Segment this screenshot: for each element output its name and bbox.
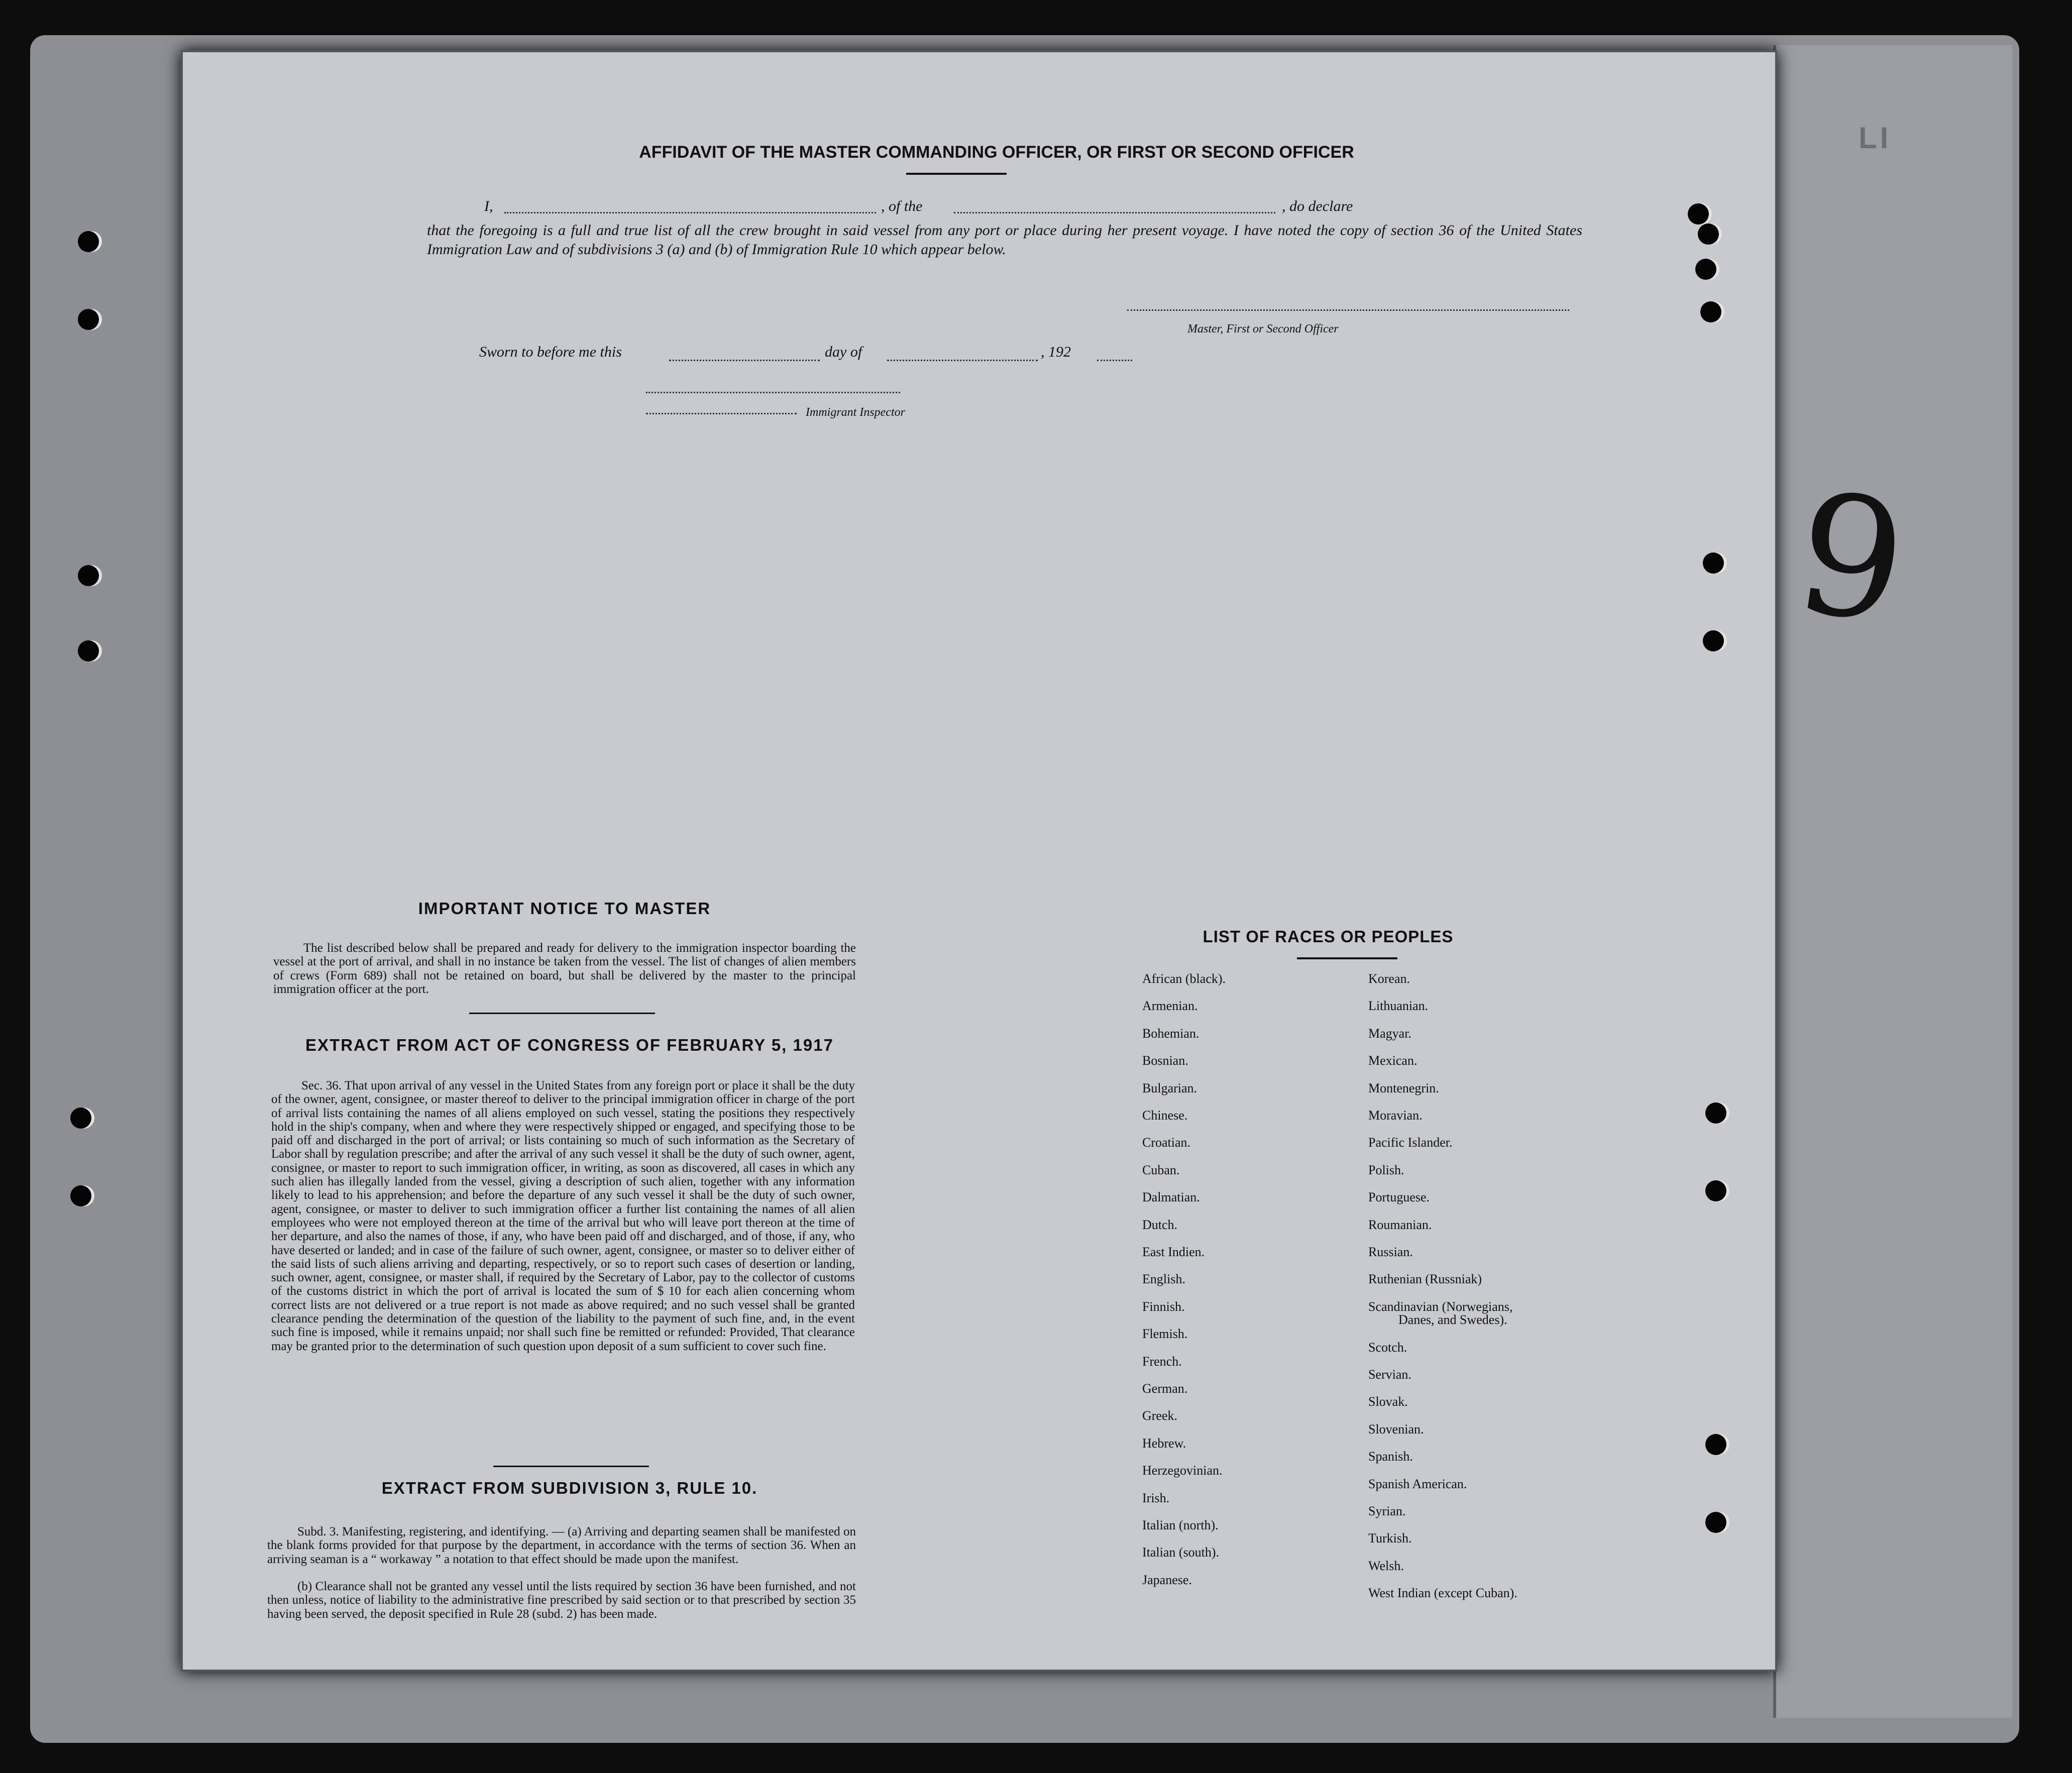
race-item: Syrian. [1368, 1504, 1406, 1518]
affidavit-title: AFFIDAVIT OF THE MASTER COMMANDING OFFICER, OR FIRST OR SECOND OFFICER [639, 143, 1354, 162]
act-extract-rule [493, 1466, 649, 1467]
race-item: Korean. [1368, 971, 1410, 986]
punch-hole [1703, 552, 1724, 574]
race-item: Flemish. [1142, 1326, 1188, 1342]
race-item: Scandinavian (Norwegians, [1368, 1299, 1513, 1314]
race-item: Chinese. [1142, 1108, 1188, 1123]
inspector-signature-line-2[interactable] [646, 413, 797, 414]
race-item: Roumanian. [1368, 1217, 1432, 1232]
sworn-month-blank[interactable] [887, 360, 1038, 361]
notice-text: The list described below shall be prepared and ready for delivery to the immigration inspector boarding the vessel at the port of arrival, and shall in no instance be taken from the vessel. The list of changes of alien members of crews (Form 689) shall not be retained on board, but shall be delivered by the master to the principal immigration officer at the port. [273, 941, 856, 996]
race-item: Lithuanian. [1368, 999, 1429, 1014]
race-item: Italian (north). [1142, 1518, 1219, 1532]
race-item: Slovak. [1368, 1394, 1408, 1409]
act-extract-title: EXTRACT FROM ACT OF CONGRESS OF FEBRUARY 5, 1917 [305, 1036, 834, 1054]
punch-hole [1705, 1102, 1726, 1124]
punch-hole [1705, 1180, 1726, 1201]
race-item: English. [1142, 1272, 1185, 1287]
punch-hole [1695, 259, 1716, 280]
affidavit-body: that the foregoing is a full and true list of all the crew brought in said vessel from any port or place during her present voyage. I have noted the copy of section 36 of the United States Immigration Law and of subdivisions 3 (a) and (b) of Immigration Rule 10 which appear below. [427, 222, 1582, 258]
master-signature-label: Master, First or Second Officer [1187, 322, 1339, 336]
race-item: Moravian. [1368, 1108, 1423, 1123]
race-item: African (black). [1142, 971, 1226, 986]
race-item: Montenegrin. [1368, 1080, 1439, 1095]
punch-hole [1705, 1512, 1726, 1533]
race-item: Turkish. [1368, 1531, 1412, 1546]
punch-hole [1698, 224, 1719, 245]
punch-hole [1688, 203, 1709, 225]
race-item: Servian. [1368, 1367, 1411, 1382]
inspector-signature-line[interactable] [646, 392, 900, 393]
race-item: Bosnian. [1142, 1053, 1188, 1068]
punch-hole [1700, 301, 1721, 322]
sworn-line [479, 344, 1132, 364]
rule-extract-text-b: (b) Clearance shall not be granted any vessel until the lists required by section 36 have been furnished, and not then unless, notice of liability to the administrative fine prescribed by said section or to that prescribed by section 35 having been served, the deposit specified in Rule 28 (subd. 2) has been made. [267, 1580, 856, 1621]
race-item: German. [1142, 1381, 1188, 1396]
punch-hole [78, 565, 99, 586]
handwritten-sheet-number: 9 [1785, 456, 1917, 661]
race-item: Welsh. [1368, 1558, 1404, 1573]
races-title: LIST OF RACES OR PEOPLES [1203, 927, 1454, 946]
act-extract-text: Sec. 36. That upon arrival of any vessel in the United States from any foreign port or place it shall be the duty of the owner, agent, consignee, or master thereof to deliver to the principal immigration officer in charge of the port of arrival lists containing the names of all aliens employed on such vessel, stating the positions they respectively hold in the ship's company, when and where they were respectively shipped or engaged, and specifying those to be paid off and discharged in the port of arrival; or lists containing so much of such information as the Secretary of Labor shall by regulation prescribe; and after the arrival of any such vessel it shall be the duty of such owner, agent, consignee, or master to report to such immigration officer, in writing, as soon as discovered, all cases in which any such alien has illegally landed from the vessel, giving a description of such alien, together with any information likely to lead to his apprehension; and before the departure of any such vessel it shall be the duty of such owner, agent, consignee, or master to deliver to such immigration officer a further list containing the names of all alien employees who were not employed thereon at the time of the arrival but who will leave port thereon at the time of her departure, and also the names of those, if any, who have been paid off and discharged, and of those, if any, who have deserted or landed; and in case of the failure of such owner, agent, consignee, or master so to deliver either of the said lists of such aliens arriving and departing, respectively, or so to report such cases of desertion or landing, such owner, agent, consignee, or master shall, if required by the Secretary of Labor, pay to the collector of customs of the customs district in which the port of arrival is located the sum of $ 10 for each alien concerning whom correct lists are not delivered or a true report is not made as above required; and no such vessel shall be granted clearance pending the determination of the question of the liability to the payment of such fine, and, in the event such fine is imposed, while it remains unpaid; nor shall such fine be remitted or refunded: Provided, That clearance may be granted prior to the determination of such question upon deposit of a sum sufficient to cover such fine. [271, 1079, 855, 1353]
race-item: Scotch. [1368, 1340, 1407, 1355]
bleed-through-mark: LI [1859, 121, 1892, 155]
rule-extract-title: EXTRACT FROM SUBDIVISION 3, RULE 10. [381, 1479, 758, 1497]
notice-title: IMPORTANT NOTICE TO MASTER [418, 899, 711, 918]
year-label: , 192 [1041, 344, 1071, 360]
race-item: Magyar. [1368, 1026, 1411, 1041]
race-item: Irish. [1142, 1490, 1170, 1505]
race-item: Mexican. [1368, 1053, 1417, 1068]
race-item: Bohemian. [1142, 1026, 1199, 1041]
race-item: Cuban. [1142, 1162, 1180, 1177]
punch-hole [1705, 1434, 1726, 1455]
vessel-label: , of the [881, 198, 923, 214]
sworn-day-blank[interactable] [669, 360, 820, 361]
punch-hole [70, 1107, 91, 1129]
vessel-name-blank[interactable] [954, 212, 1275, 213]
race-item: Spanish American. [1368, 1476, 1467, 1491]
race-item: West Indian (except Cuban). [1368, 1586, 1517, 1601]
back-sheet-edge [1773, 45, 2012, 1718]
race-item: Dalmatian. [1142, 1190, 1200, 1205]
punch-hole [78, 231, 99, 252]
master-signature-line[interactable] [1127, 309, 1569, 311]
sworn-year-blank[interactable] [1097, 360, 1132, 361]
declarant-label: I, [484, 198, 493, 214]
race-item: East Indien. [1142, 1245, 1205, 1259]
race-item: Slovenian. [1368, 1421, 1424, 1436]
race-item: Finnish. [1142, 1299, 1185, 1314]
race-item: Dutch. [1142, 1217, 1178, 1232]
race-item: Bulgarian. [1142, 1080, 1197, 1095]
race-item: Portuguese. [1368, 1190, 1430, 1205]
race-item: Armenian. [1142, 999, 1198, 1014]
race-item: Herzegovinian. [1142, 1463, 1223, 1478]
punch-hole [70, 1185, 91, 1206]
race-item: Ruthenian (Russniak) [1368, 1272, 1482, 1287]
race-item: Hebrew. [1142, 1435, 1186, 1451]
race-item: Polish. [1368, 1162, 1404, 1177]
race-item: French. [1142, 1354, 1182, 1369]
inspector-label: Immigrant Inspector [806, 406, 905, 419]
race-item: Italian (south). [1142, 1545, 1220, 1560]
races-title-rule [1297, 957, 1397, 959]
race-item: Japanese. [1142, 1572, 1192, 1587]
affidavit-title-rule [906, 173, 1007, 175]
race-item: Pacific Islander. [1368, 1135, 1453, 1150]
day-of-label: day of [825, 344, 862, 360]
rule-extract-text-a: Subd. 3. Manifesting, registering, and identifying. — (a) Arriving and departing seamen shall be manifested on the blank forms provided for that purpose by the department, in accordance with the terms of section 36. When an arriving seaman is a “ workaway ” a notation to that effect should be made upon the manifest. [267, 1525, 856, 1566]
punch-hole [1703, 630, 1724, 651]
form-page [181, 50, 1777, 1672]
punch-hole [78, 309, 99, 330]
declare-label: , do declare [1282, 198, 1353, 214]
sworn-label: Sworn to before me this [479, 344, 622, 360]
notice-rule [469, 1013, 655, 1014]
declarant-name-blank[interactable] [504, 212, 876, 213]
race-item: Danes, and Swedes). [1398, 1312, 1507, 1327]
race-item: Spanish. [1368, 1449, 1413, 1464]
race-item: Greek. [1142, 1408, 1178, 1423]
race-item: Russian. [1368, 1245, 1413, 1259]
punch-hole [78, 640, 99, 661]
race-item: Croatian. [1142, 1135, 1191, 1150]
